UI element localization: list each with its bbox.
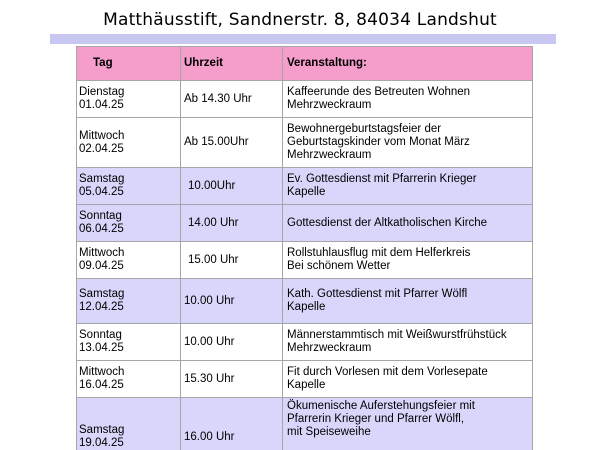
event-cell [283, 324, 533, 361]
event-line: Geburtstagskinder vom Monat März [287, 136, 470, 148]
event-line: Pfarrerin Krieger und Pfarrer Wölfl, [287, 413, 465, 425]
event-line: Mehrzweckraum [287, 99, 372, 111]
date: 12.04.25 [79, 301, 124, 313]
event-line: Männerstammtisch mit Weißwurstfrühstück [287, 329, 507, 341]
event-line: Mehrzweckraum [287, 342, 372, 354]
weekday: Samstag [79, 424, 125, 436]
time-cell: 10.00 Uhr [181, 279, 283, 324]
event-line: Rollstuhlausflug mit dem Helferkreis [287, 247, 471, 259]
event-cell [283, 168, 533, 205]
table-row [77, 361, 533, 398]
table-row [77, 118, 533, 168]
table-row [77, 168, 533, 205]
time-cell: 16.00 Uhr [181, 398, 283, 450]
event-line: Mehrzweckraum [287, 149, 372, 161]
time-cell: 10.00Uhr [181, 168, 283, 205]
date: 01.04.25 [79, 99, 124, 111]
table-header-row [77, 47, 533, 81]
table-row [77, 398, 533, 450]
time-cell: 10.00 Uhr [181, 324, 283, 361]
event-line: Kapelle [287, 186, 326, 198]
event-line: Kaffeerunde des Betreuten Wohnen [287, 86, 471, 98]
event-cell [283, 205, 533, 242]
day-cell [77, 361, 181, 398]
event-cell [283, 118, 533, 168]
day-cell [77, 279, 181, 324]
day-cell [77, 81, 181, 118]
event-line: Bewohnergeburtstagsfeier der [287, 123, 442, 135]
column-header-uhrzeit: Uhrzeit [181, 47, 283, 81]
day-cell [77, 242, 181, 279]
day-cell [77, 118, 181, 168]
table-row [77, 242, 533, 279]
weekday: Mittwoch [79, 366, 125, 378]
date: 05.04.25 [79, 186, 124, 198]
date: 09.04.25 [79, 260, 124, 272]
time-cell: Ab 15.00Uhr [181, 118, 283, 168]
date: 06.04.25 [79, 223, 124, 235]
event-line: Ev. Gottesdienst mit Pfarrerin Krieger [287, 173, 477, 185]
day-cell [77, 324, 181, 361]
event-line: Fit durch Vorlesen mit dem Vorlesepate [287, 366, 488, 378]
day-cell [77, 168, 181, 205]
event-line: mit Speiseweihe [287, 426, 371, 438]
event-line: Kapelle [287, 379, 326, 391]
event-cell [283, 361, 533, 398]
weekday: Mittwoch [79, 129, 125, 142]
date: 16.04.25 [79, 379, 124, 391]
schedule-table [76, 46, 533, 450]
weekday: Dienstag [79, 86, 125, 98]
time-cell: 15.30 Uhr [181, 361, 283, 398]
date: 13.04.25 [79, 342, 124, 354]
weekday: Mittwoch [79, 247, 125, 259]
table-row [77, 81, 533, 118]
time-cell: 14.00 Uhr [181, 205, 283, 242]
column-header-veranstaltung: Veranstaltung: [283, 47, 533, 81]
event-line: Bei schönem Wetter [287, 260, 391, 272]
event-line: Gottesdienst der Altkatholischen Kirche [287, 216, 488, 229]
event-line: Ökumenische Auferstehungsfeier mit [287, 400, 475, 412]
table-row [77, 205, 533, 242]
weekday: Sonntag [79, 210, 122, 222]
event-cell [283, 242, 533, 279]
event-line: Kath. Gottesdienst mit Pfarrer Wölfl [287, 288, 468, 300]
table-row [77, 324, 533, 361]
date: 02.04.25 [79, 142, 124, 155]
event-cell [283, 81, 533, 118]
date: 19.04.25 [79, 437, 124, 449]
event-line: Kapelle [287, 301, 326, 313]
event-cell [283, 279, 533, 324]
weekday: Samstag [79, 288, 125, 300]
time-cell: Ab 14.30 Uhr [181, 81, 283, 118]
time-cell: 15.00 Uhr [181, 242, 283, 279]
weekday: Samstag [79, 173, 125, 185]
table-row [77, 279, 533, 324]
column-header-tag: Tag [77, 47, 181, 81]
title-band [50, 34, 556, 44]
day-cell [77, 398, 181, 450]
page-title: Matthäusstift, Sandnerstr. 8, 84034 Landshut [103, 10, 497, 30]
weekday: Sonntag [79, 329, 122, 341]
day-cell [77, 205, 181, 242]
event-cell [283, 398, 533, 450]
